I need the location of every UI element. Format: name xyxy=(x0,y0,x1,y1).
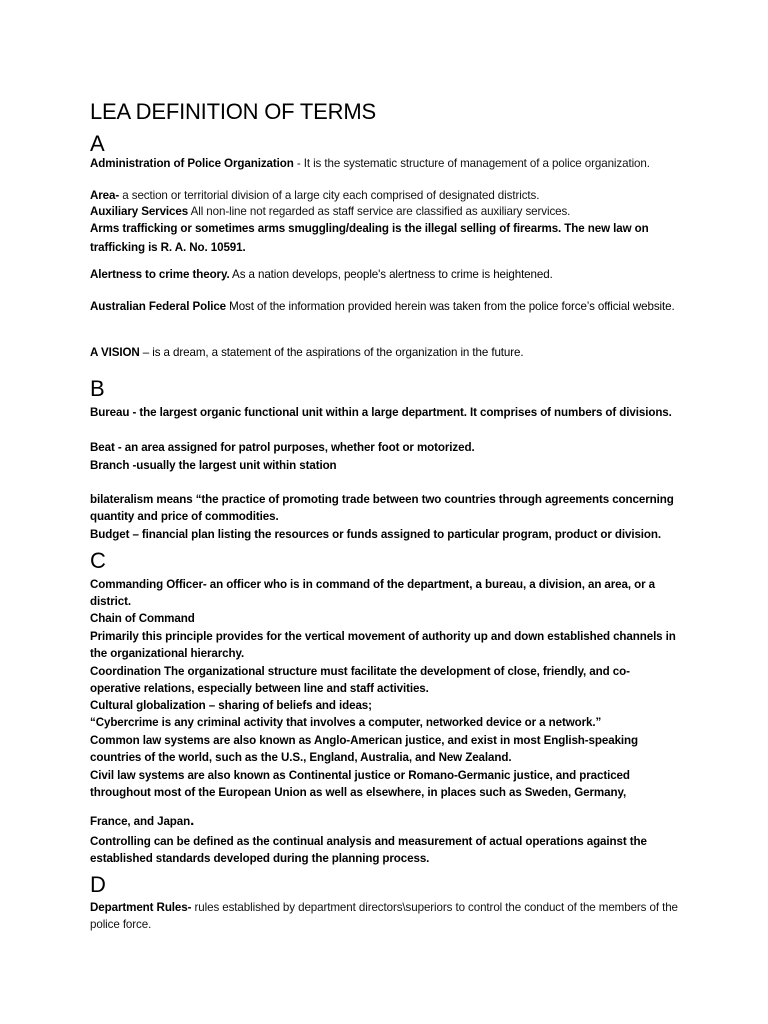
definition-term: Chain of Command xyxy=(90,612,195,625)
definition-arms-trafficking xyxy=(90,219,680,257)
section-letter-d: D xyxy=(90,872,106,897)
definition-australian-federal-police xyxy=(90,297,680,316)
definition-area xyxy=(90,187,680,204)
definition-administration xyxy=(90,155,680,172)
definition-text: – is a dream, a statement of the aspirations of the organization in the future. xyxy=(139,346,524,359)
definition-term: Beat xyxy=(90,441,115,454)
definition-budget xyxy=(90,526,690,543)
definition-term: France, and Japan xyxy=(90,815,191,828)
definition-chain-of-command xyxy=(90,610,680,627)
definition-term: Administration of Police Organization xyxy=(90,157,294,170)
definition-text: - an area assigned for patrol purposes, whether foot or motorized. xyxy=(114,441,475,454)
definition-chain-of-command-description xyxy=(90,628,680,662)
definition-term: bilateralism xyxy=(90,493,154,506)
definition-term: Arms trafficking or sometimes arms smuggling/dealing is the illegal selling of firearms. The new law on trafficking is R. A. No. 10591. xyxy=(90,222,649,254)
definition-term: Commanding Officer xyxy=(90,578,203,591)
definition-text: Most of the information provided herein was taken from the police force’s official website. xyxy=(226,300,675,313)
definition-text: - an officer who is in command of the department, a bureau, a division, an area, or a district. xyxy=(90,578,655,608)
definition-term: Auxiliary Services xyxy=(90,205,189,218)
page-title: LEA DEFINITION OF TERMS xyxy=(90,99,376,124)
section-letter-c: C xyxy=(90,548,106,573)
definition-cybercrime xyxy=(90,714,680,731)
definition-text: The organizational structure must facilitate the development of close, friendly, and co-operative relations, especially between line and staff activities. xyxy=(90,665,630,695)
definition-text: – sharing of beliefs and ideas; xyxy=(205,699,372,712)
definition-a-vision xyxy=(90,344,680,361)
definition-text: . xyxy=(190,812,195,829)
definition-term: Primarily this principle provides for the vertical movement of authority up and down established channels in the organizational hierarchy. xyxy=(90,630,676,660)
definition-text: All non-line not regarded as staff service are classified as auxiliary services. xyxy=(188,205,571,218)
definition-beat xyxy=(90,439,680,456)
definition-branch xyxy=(90,457,680,474)
section-letter-b: B xyxy=(90,376,105,401)
definition-text: - It is the systematic structure of management of a police organization. xyxy=(293,157,650,170)
definition-term: A VISION xyxy=(90,346,140,359)
definition-cultural-globalization xyxy=(90,697,680,714)
definition-text: - the largest organic functional unit within a large department. It comprises of numbers of divisions. xyxy=(129,406,672,419)
definition-term: Branch xyxy=(90,459,130,472)
definition-term: Coordination xyxy=(90,665,161,678)
definition-text: As a nation develops, people's alertness to crime is heightened. xyxy=(229,268,553,281)
definition-term: Alertness to crime theory. xyxy=(90,268,230,281)
section-letter-a: A xyxy=(90,131,105,156)
definition-text: a section or territorial division of a large city each comprised of designated districts. xyxy=(119,189,540,202)
definition-coordination xyxy=(90,663,680,697)
definition-term: Controlling can be defined as the continual analysis and measurement of actual operations against the established standards developed during the planning process. xyxy=(90,835,647,865)
definition-bilateralism xyxy=(90,491,680,525)
definition-term: Civil law systems are also known as Continental justice or Romano-Germanic justice, and practiced throughout most of the European Union as well as elsewhere, in places such as Sweden, Germany, xyxy=(90,769,630,799)
definition-bureau xyxy=(90,404,680,421)
definition-auxiliary-services xyxy=(90,203,680,220)
definition-common-law-systems xyxy=(90,732,680,766)
definition-term: Common law systems are also known as Anglo-American justice, and exist in most English-speaking countries of the world, such as the U.S., England, Australia, and New Zealand. xyxy=(90,734,639,764)
definition-civil-law-systems xyxy=(90,767,680,801)
definition-text: means “the practice of promoting trade between two countries through agreements concerning quantity and price of commodities. xyxy=(90,493,674,523)
definition-alertness-to-crime xyxy=(90,266,680,283)
definition-civil-law-systems-continued xyxy=(90,812,680,830)
definition-term: “Cybercrime is any criminal activity that involves a computer, networked device or a network.” xyxy=(90,716,602,729)
definition-term: Cultural globalization xyxy=(90,699,206,712)
definition-term: Australian Federal Police xyxy=(90,300,227,313)
definition-term: Budget xyxy=(90,528,130,541)
definition-term: Department Rules- xyxy=(90,901,192,914)
definition-term: Area- xyxy=(90,189,120,202)
definition-text: -usually the largest unit within station xyxy=(129,459,337,472)
definition-controlling xyxy=(90,833,680,867)
definition-term: Bureau xyxy=(90,406,130,419)
definition-text: – financial plan listing the resources or funds assigned to particular program, product or division. xyxy=(129,528,662,541)
definition-commanding-officer xyxy=(90,576,680,610)
definition-text: rules established by department directors\superiors to control the conduct of the members of the police force. xyxy=(90,901,678,931)
definition-department-rules xyxy=(90,899,680,933)
